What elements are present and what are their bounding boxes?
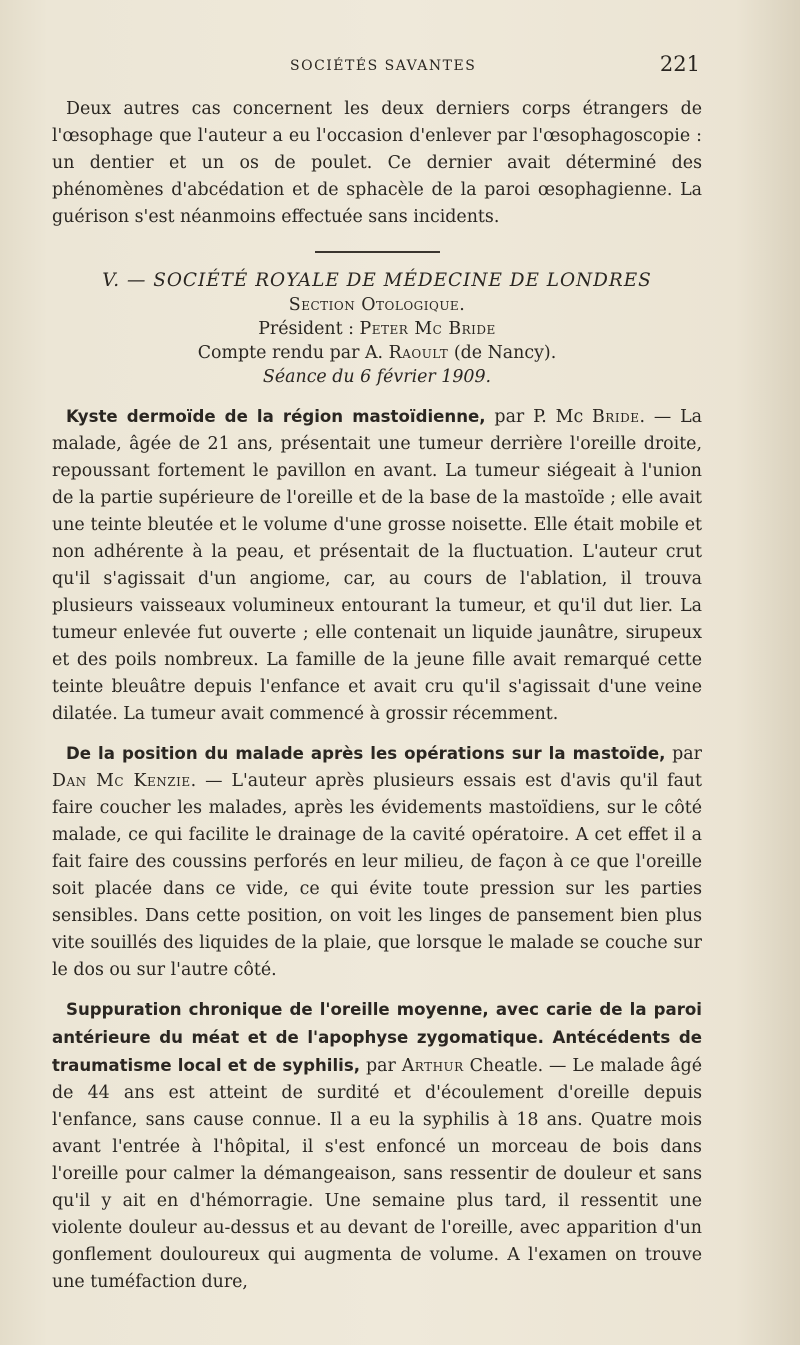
article-paragraph [52, 740, 702, 984]
article-by: par P. Mc [485, 407, 593, 427]
article-title: Suppuration chronique de l'oreille moyenne, avec carie de la paroi antérieure du méat et de l'apophyse zygomatique. Antécédents de traumatisme local et de syphilis, [52, 1000, 702, 1075]
article-by: par [665, 744, 702, 764]
article-paragraph [52, 403, 702, 728]
report-line [52, 341, 702, 365]
subsection-title: Section Otologique. [288, 295, 466, 315]
article-title: Kyste dermoïde de la région mastoïdienne, [66, 407, 486, 426]
page-header [50, 52, 710, 82]
president-label: Président : [258, 319, 360, 339]
article-author: Arthur [401, 1056, 464, 1076]
article-text: Cheatle. — Le malade âgé de 44 ans est atteint de surdité et d'écoulement d'oreille depuis l'enfance, sans cause connue. Il a eu la syphilis à 18 ans. Quatre mois avant l'entrée à l'hôpital, il s'est enfoncé un morceau de bois dans l'oreille pour calmer la démangeaison, sans ressentir de douleur et sans qu'il y ait en d'hémorragie. Une semaine plus tard, il ressentit une violente douleur au-dessus et au devant de l'oreille, avec apparition d'un gonflement douloureux qui augmenta de volume. A l'examen on trouve une tuméfaction dure, [52, 1056, 703, 1292]
section-divider [315, 251, 440, 253]
report-label: Compte rendu par A. [197, 343, 389, 363]
page-number: 221 [659, 52, 700, 76]
article-author: Bride [592, 407, 640, 427]
president-line [52, 317, 702, 341]
president-name: Peter Mc Bride [359, 319, 496, 339]
society-title: V. — SOCIÉTÉ ROYALE DE MÉDECINE DE LONDRES [102, 270, 652, 291]
session-date: Séance du 6 février 1909. [262, 367, 492, 387]
report-place: (de Nancy). [448, 343, 557, 363]
article-title: De la position du malade après les opérations sur la mastoïde, [66, 744, 666, 763]
article-paragraph [52, 996, 702, 1296]
section-heading [52, 269, 702, 389]
article-by: par [360, 1056, 402, 1076]
intro-paragraph: Deux autres cas concernent les deux derniers corps étrangers de l'œsophage que l'auteur a eu l'occasion d'enlever par l'œsophagoscopie : un dentier et un os de poulet. Ce dernier avait déterminé des phénomènes d'abcédation et de sphacèle de la paroi œsophagienne. La guérison s'est néanmoins effectuée sans incidents. [52, 99, 702, 227]
article-text: . — L'auteur après plusieurs essais est d'avis qu'il faut faire coucher les malades, après les évidements mastoïdiens, sur le côté malade, ce qui facilite le drainage de la cavité opératoire. A cet effet il a fait faire des coussins perforés en leur milieu, de façon à ce que l'oreille soit placée dans ce vide, ce qui évite toute pression sur les parties sensibles. Dans cette position, on voit les linges de pansement bien plus vite souillés des liquides de la plaie, que lorsque le malade se couche sur le dos ou sur l'autre côté. [52, 771, 702, 980]
page-body [52, 96, 702, 1296]
article-text: . — La malade, âgée de 21 ans, présentait une tumeur derrière l'oreille droite, repoussant fortement le pavillon en avant. La tumeur siégeait à l'union de la partie supérieure de l'oreille et de la base de la mastoïde ; elle avait une teinte bleutée et le volume d'une grosse noisette. Elle était mobile et non adhérente à la peau, et présentait de la fluctuation. L'auteur crut qu'il s'agissait d'un angiome, car, au cours de l'ablation, il trouva plusieurs vaisseaux volumineux entourant la tumeur, et qu'il dut lier. La tumeur enlevée fut ouverte ; elle contenait un liquide jaunâtre, sirupeux et des poils nombreux. La famille de la jeune fille avait remarqué cette teinte bleuâtre depuis l'enfance et avait cru qu'il s'agissait d'une veine dilatée. La tumeur avait commencé à grossir récemment. [52, 407, 702, 724]
report-author: Raoult [388, 343, 449, 363]
running-title: SOCIÉTÉS SAVANTES [290, 58, 477, 74]
article-author: Dan Mc Kenzie [52, 771, 191, 791]
